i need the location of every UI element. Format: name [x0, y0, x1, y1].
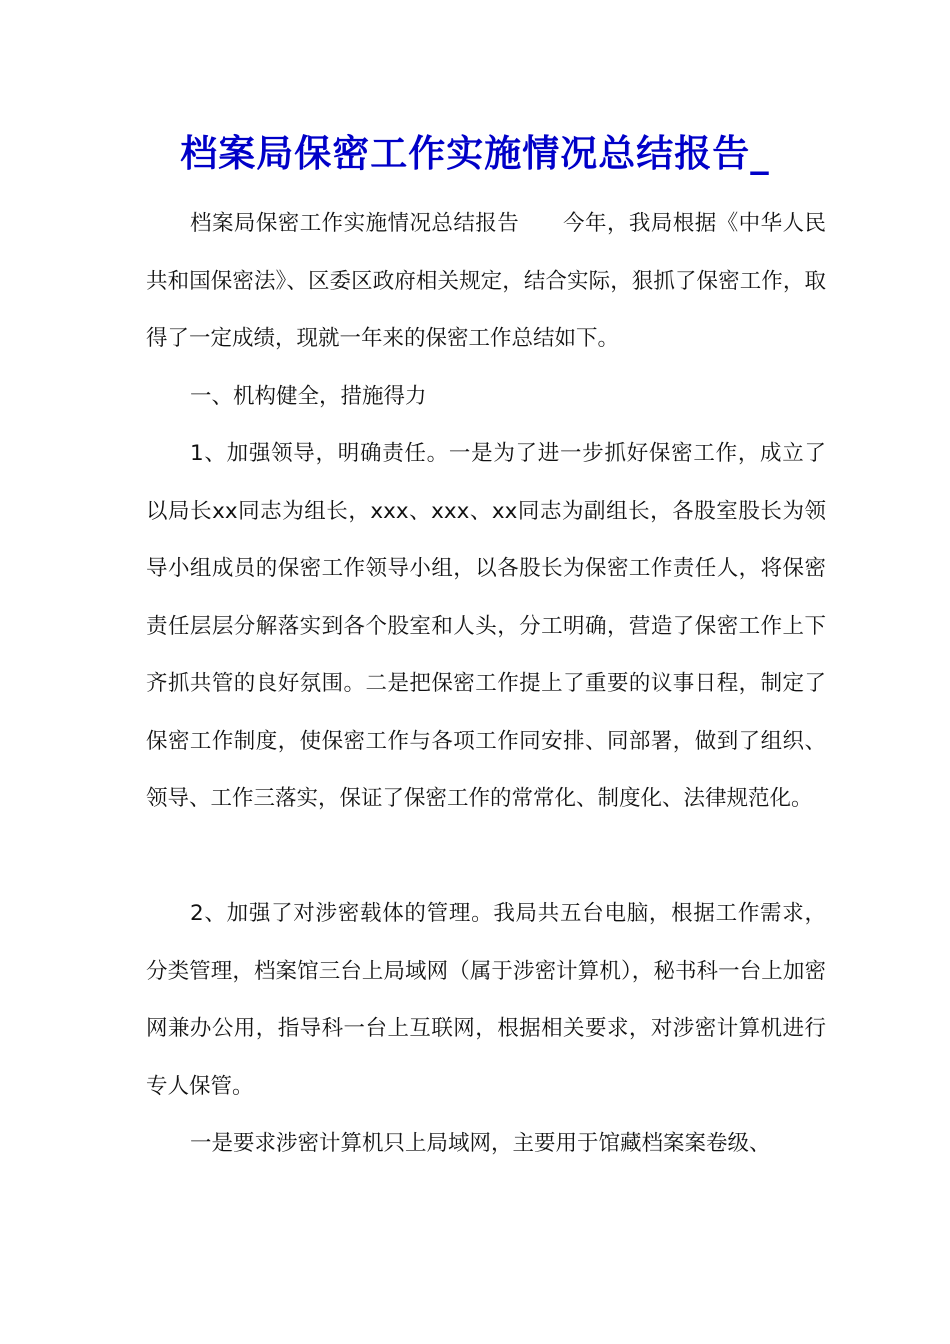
paragraph-intro: 档案局保密工作实施情况总结报告 今年，我局根据《中华人民共和国保密法》、区委区政府相关规定，结合实际，狠抓了保密工作，取得了一定成绩，现就一年来的保密工作总结如下。	[146, 211, 826, 351]
paragraph-leadership: 1、加强领导，明确责任。一是为了进一步抓好保密工作，成立了以局长xx同志为组长，xxx、xxx、xx同志为副组长，各股室股长为领导小组成员的保密工作领导小组，以各股长为保密工作责任人，将保密责任层层分解落实到各个股室和人头，分工明确，营造了保密工作上下齐抓共管的良好氛围。二是把保密工作提上了重要的议事日程，制定了保密工作制度，使保密工作与各项工作同安排、同部署，做到了组织、领导、工作三落实，保证了保密工作的常常化、制度化、法律规范化。	[146, 441, 826, 811]
document-body	[146, 195, 826, 1173]
paragraph-spacer	[146, 828, 826, 886]
paragraph-carrier-management: 2、加强了对涉密载体的管理。我局共五台电脑，根据工作需求，分类管理，档案馆三台上局域网（属于涉密计算机），秘书科一台上加密网兼办公用，指导科一台上互联网，根据相关要求，对涉密计算机进行专人保管。	[146, 901, 826, 1099]
document-title: 档案局保密工作实施情况总结报告_	[180, 131, 770, 175]
paragraph-requirement: 一是要求涉密计算机只上局域网，主要用于馆藏档案案卷级、	[190, 1131, 771, 1156]
section-heading: 一、机构健全，措施得力	[190, 383, 427, 409]
